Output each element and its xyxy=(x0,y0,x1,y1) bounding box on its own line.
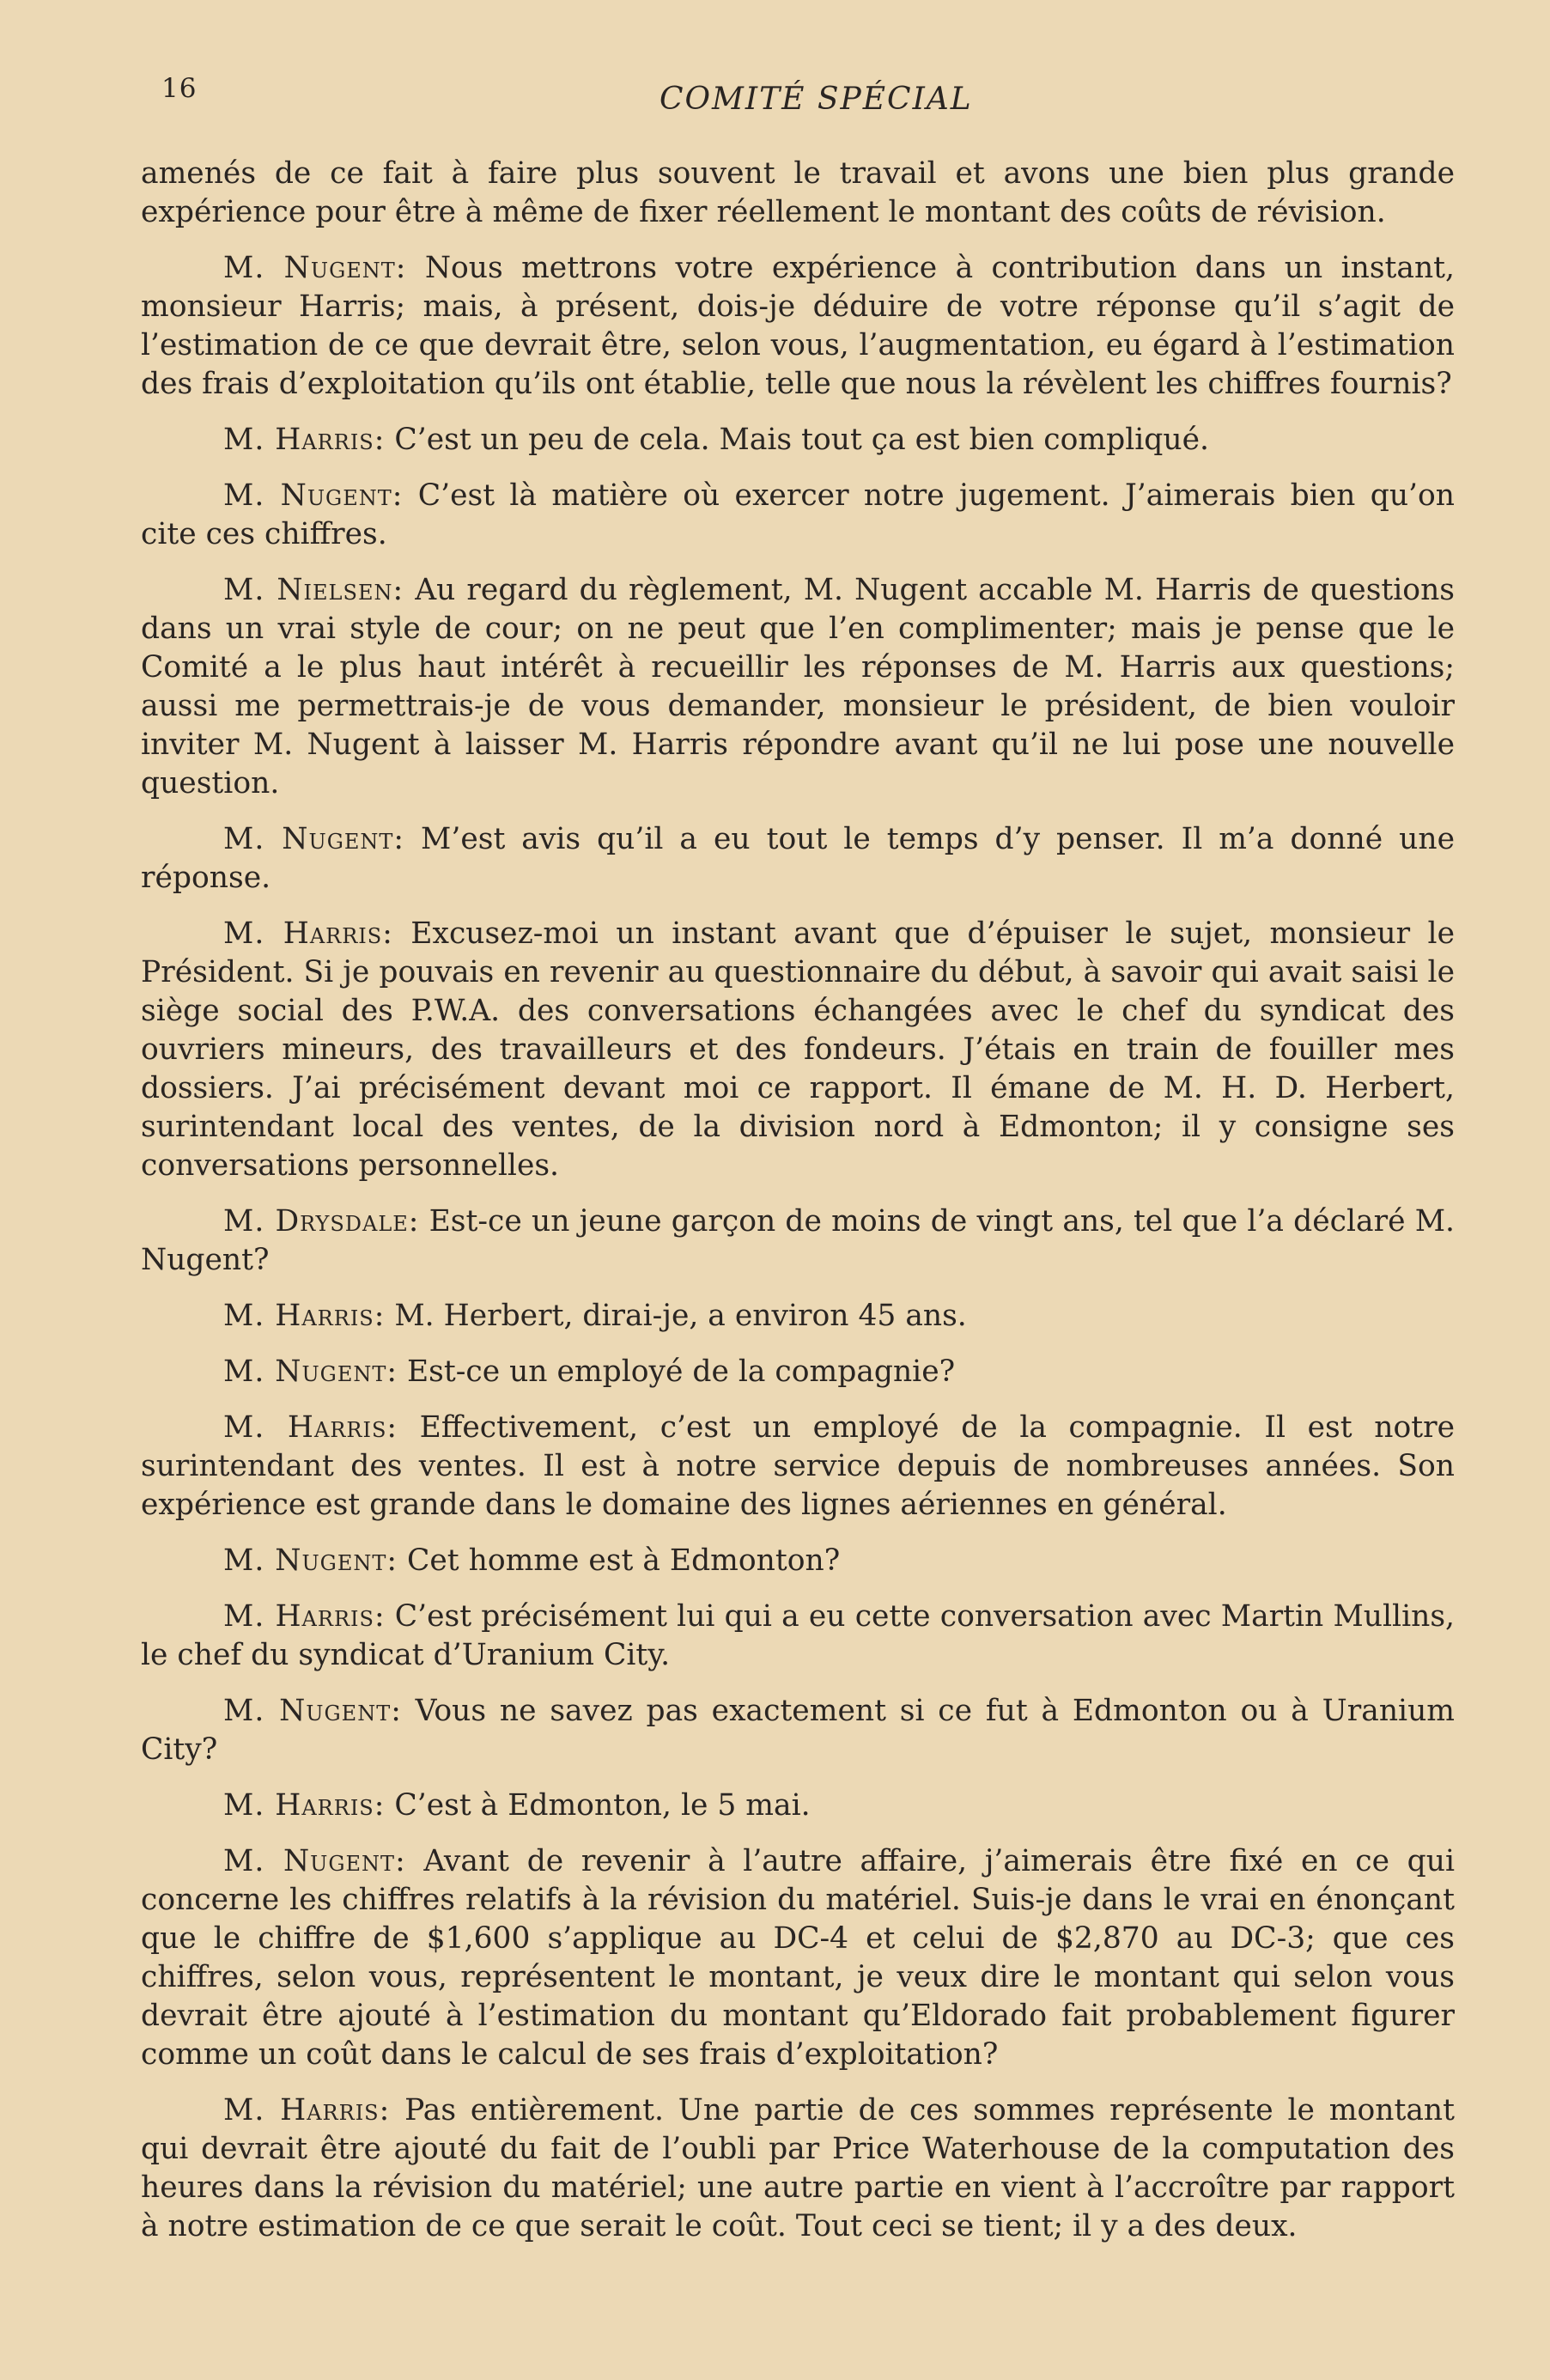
paragraph-text: Avant de revenir à l’autre affaire, j’aimerais être fixé en ce qui concerne les chiffres relatifs à la révision du matériel. Suis-je dans le vrai en énonçant que le chiffre de $1,600 s’applique au DC-4 et celui de $2,870 au DC-3; que ces chiffres, selon vous, représentent le montant, je veux dire le montant qui selon vous devrait être ajouté à l’estimation du montant qu’Eldorado fait probablement figurer comme un coût dans le calcul de ses frais d’exploitation? xyxy=(141,1844,1456,2072)
speaker-name: M. Nugent: xyxy=(223,1543,398,1578)
paragraph xyxy=(141,571,1455,803)
speaker-name: M. Nugent: xyxy=(223,1354,398,1389)
paragraph-text: M. Herbert, dirai-je, a environ 45 ans. xyxy=(394,1299,967,1333)
speaker-name: M. Harris: xyxy=(223,1410,398,1445)
paragraph-text: Est-ce un jeune garçon de moins de vingt ans, tel que l’a déclaré M. Nugent? xyxy=(141,1204,1455,1277)
paragraph xyxy=(141,1409,1455,1525)
paragraph-text: Au regard du règlement, M. Nugent accable M. Harris de questions dans un vrai style de cour; on ne peut que l’en complimenter; mais je pense que le Comité a le plus haut intérêt à recueillir les réponses de M. Harris aux questions; aussi me permettrais-je de vous demander, monsieur le président, de bien vouloir inviter M. Nugent à laisser M. Harris répondre avant qu’il ne lui pose une nouvelle question. xyxy=(141,573,1456,800)
speaker-name: M. Drysdale: xyxy=(223,1204,420,1239)
paragraph xyxy=(141,1787,1455,1825)
speaker-name: M. Harris: xyxy=(223,1599,386,1634)
paragraph xyxy=(141,477,1455,554)
paragraph-text: Excusez-moi un instant avant que d’épuiser le sujet, monsieur le Président. Si je pouvais en revenir au questionnaire du début, à savoir qui avait saisi le siège social des P.W.A. des conversations échangées avec le chef du syndicat des ouvriers mineurs, des travailleurs et des fondeurs. J’étais en train de fouiller mes dossiers. J’ai précisément devant moi ce rapport. Il émane de M. H. D. Herbert, surintendant local des ventes, de la division nord à Edmonton; il y consigne ses conversations personnelles. xyxy=(141,916,1456,1183)
paragraph xyxy=(141,1542,1455,1580)
page-number: 16 xyxy=(161,73,198,104)
speaker-name: M. Harris: xyxy=(223,916,393,951)
paragraph xyxy=(141,1202,1455,1280)
paragraph-text: Effectivement, c’est un employé de la compagnie. Il est notre surintendant des ventes. Il est à notre service depuis de nombreuses années. Son expérience est grande dans le domaine des lignes aériennes en général. xyxy=(141,1410,1455,1522)
speaker-name: M. Nugent: xyxy=(223,478,404,513)
speaker-name: M. Harris: xyxy=(223,423,386,457)
speaker-name: M. Nugent: xyxy=(223,251,407,285)
paragraph-text: Vous ne savez pas exactement si ce fut à Edmonton ou à Uranium City? xyxy=(141,1694,1456,1767)
running-head xyxy=(0,0,1550,137)
speaker-name: M. Harris: xyxy=(223,2093,391,2127)
running-title: COMITÉ SPÉCIAL xyxy=(660,82,973,117)
paragraph-text: Cet homme est à Edmonton? xyxy=(406,1543,841,1578)
paragraph xyxy=(141,421,1455,460)
paragraph-text: C’est précisément lui qui a eu cette conversation avec Martin Mullins, le chef du syndicat d’Uranium City. xyxy=(141,1599,1455,1672)
body-text xyxy=(141,155,1455,2263)
paragraph xyxy=(141,1598,1455,1675)
speaker-name: M. Nugent: xyxy=(223,822,405,856)
paragraph xyxy=(141,155,1455,232)
paragraph-text: Pas entièrement. Une partie de ces sommes représente le montant qui devrait être ajouté du fait de l’oubli par Price Waterhouse de la computation des heures dans la révision du matériel; une autre partie en vient à l’accroître par rapport à notre estimation de ce que serait le coût. Tout ceci se tient; il y a des deux. xyxy=(141,2093,1455,2243)
paragraph xyxy=(141,1353,1455,1391)
paragraph-text: amenés de ce fait à faire plus souvent le travail et avons une bien plus grande expérience pour être à même de fixer réellement le montant des coûts de révision. xyxy=(141,156,1455,229)
paragraph-text: M’est avis qu’il a eu tout le temps d’y penser. Il m’a donné une réponse. xyxy=(141,822,1456,895)
paragraph xyxy=(141,1692,1455,1769)
speaker-name: M. Nugent: xyxy=(223,1844,406,1878)
paragraph-text: C’est un peu de cela. Mais tout ça est bien compliqué. xyxy=(394,423,1209,457)
paragraph xyxy=(141,820,1455,898)
paragraph-text: C’est là matière où exercer notre jugement. J’aimerais bien qu’on cite ces chiffres. xyxy=(141,478,1456,551)
paragraph-text: Nous mettrons votre expérience à contribution dans un instant, monsieur Harris; mais, à présent, dois-je déduire de votre réponse qu’il s’agit de l’estimation de ce que devrait être, selon vous, l’augmentation, eu égard à l’estimation des frais d’exploitation qu’ils ont établie, telle que nous la révèlent les chiffres fournis? xyxy=(141,251,1456,401)
paragraph-text: Est-ce un employé de la compagnie? xyxy=(406,1354,956,1389)
speaker-name: M. Harris: xyxy=(223,1788,386,1823)
speaker-name: M. Nugent: xyxy=(223,1694,402,1728)
paragraph xyxy=(141,249,1455,404)
paragraph xyxy=(141,1842,1455,2074)
speaker-name: M. Nielsen: xyxy=(223,573,404,607)
paragraph-text: C’est à Edmonton, le 5 mai. xyxy=(394,1788,811,1823)
paragraph xyxy=(141,915,1455,1185)
speaker-name: M. Harris: xyxy=(223,1299,386,1333)
paragraph xyxy=(141,1297,1455,1336)
paragraph xyxy=(141,2091,1455,2246)
